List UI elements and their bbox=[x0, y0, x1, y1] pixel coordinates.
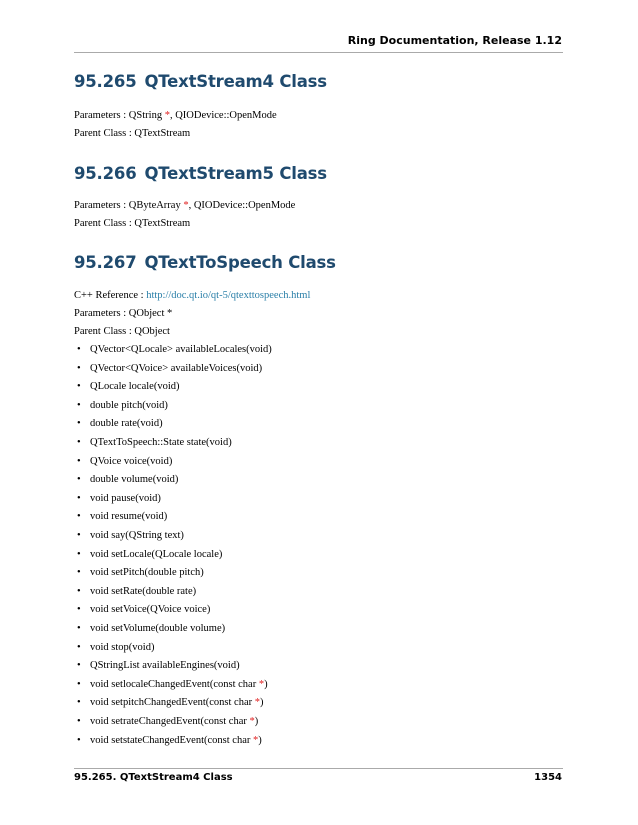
bullet-icon: • bbox=[77, 734, 81, 746]
reference-label: C++ Reference : bbox=[74, 290, 147, 301]
method-list-item bbox=[77, 437, 232, 448]
parameters-rest: , QIODevice::OpenMode bbox=[188, 200, 296, 211]
bullet-icon: • bbox=[77, 678, 81, 690]
method-list-item bbox=[77, 530, 184, 541]
bullet-icon: • bbox=[77, 474, 81, 486]
method-signature: void say(QString text) bbox=[90, 530, 184, 541]
bullet-icon: • bbox=[77, 344, 81, 355]
method-signature: void stop(void) bbox=[90, 641, 155, 653]
method-signature: QStringList availableEngines(void) bbox=[90, 660, 240, 672]
pointer-star: * bbox=[254, 697, 260, 709]
bullet-icon: • bbox=[77, 585, 81, 597]
method-list-item bbox=[77, 511, 168, 523]
method-list-item bbox=[77, 344, 272, 355]
method-list-item bbox=[77, 362, 263, 374]
section-title-text: QTextToSpeech Class bbox=[144, 253, 336, 272]
method-signature: void setRate(double rate) bbox=[90, 585, 197, 597]
bullet-icon: • bbox=[77, 418, 81, 430]
parameters-line bbox=[74, 110, 277, 121]
bullet-icon: • bbox=[77, 697, 81, 709]
method-list-item bbox=[77, 474, 179, 486]
parameters-line: Parameters : QObject * bbox=[74, 308, 173, 319]
method-signature: void setstateChangedEvent(const char bbox=[90, 734, 253, 746]
pointer-star: * bbox=[183, 200, 189, 211]
method-signature: QTextToSpeech::State state(void) bbox=[90, 437, 232, 448]
parameters-rest: , QIODevice::OpenMode bbox=[169, 110, 277, 121]
cpp-reference-line bbox=[74, 290, 310, 301]
pointer-star: * bbox=[164, 110, 170, 121]
method-signature-end: ) bbox=[254, 716, 259, 727]
method-signature: double rate(void) bbox=[90, 418, 163, 430]
method-signature: double volume(void) bbox=[90, 474, 179, 486]
method-list-item bbox=[77, 604, 211, 616]
section-number: 95.266 bbox=[74, 164, 137, 183]
bullet-icon: • bbox=[77, 437, 81, 448]
method-signature: void setlocaleChangedEvent(const char bbox=[90, 678, 259, 690]
parent-class-line: Parent Class : QObject bbox=[74, 326, 170, 337]
method-list-item bbox=[77, 381, 180, 393]
bullet-icon: • bbox=[77, 623, 81, 634]
method-list-item bbox=[77, 697, 264, 709]
bullet-icon: • bbox=[77, 660, 81, 672]
method-list-item bbox=[77, 492, 161, 504]
method-signature: void resume(void) bbox=[90, 511, 168, 523]
method-list-item bbox=[77, 660, 240, 672]
footer-rule bbox=[74, 768, 563, 769]
section-heading-qtextstream4 bbox=[74, 72, 327, 91]
method-list-item bbox=[77, 399, 168, 411]
method-list-item bbox=[77, 678, 268, 690]
bullet-icon: • bbox=[77, 604, 81, 616]
method-list-item bbox=[77, 716, 259, 727]
footer-section-ref: 95.265. QTextStream4 Class bbox=[74, 772, 233, 783]
bullet-icon: • bbox=[77, 641, 81, 653]
bullet-icon: • bbox=[77, 362, 81, 374]
parameters-label: Parameters : QString bbox=[74, 110, 165, 121]
method-signature: void setrateChangedEvent(const char bbox=[90, 716, 250, 727]
method-signature: double pitch(void) bbox=[90, 399, 168, 411]
reference-link[interactable]: http://doc.qt.io/qt-5/qtexttospeech.html bbox=[146, 290, 311, 301]
running-header-title: Ring Documentation, Release 1.12 bbox=[347, 34, 562, 47]
method-list-item bbox=[77, 418, 163, 430]
method-list-item bbox=[77, 734, 262, 746]
parent-class-line: Parent Class : QTextStream bbox=[74, 218, 191, 229]
method-signature: void setVolume(double volume) bbox=[90, 623, 226, 634]
bullet-icon: • bbox=[77, 381, 81, 393]
parent-class-line: Parent Class : QTextStream bbox=[74, 128, 191, 139]
method-signature: void setVoice(QVoice voice) bbox=[90, 604, 211, 616]
pointer-star: * bbox=[249, 716, 255, 727]
method-list-item bbox=[77, 567, 204, 579]
method-signature-end: ) bbox=[264, 678, 268, 690]
method-signature: QLocale locale(void) bbox=[90, 381, 180, 393]
bullet-icon: • bbox=[77, 530, 81, 541]
method-signature: void setpitchChangedEvent(const char bbox=[90, 697, 255, 709]
bullet-icon: • bbox=[77, 548, 81, 560]
bullet-icon: • bbox=[77, 492, 81, 504]
section-number: 95.265 bbox=[74, 72, 137, 91]
bullet-icon: • bbox=[77, 399, 81, 411]
method-list-item bbox=[77, 585, 197, 597]
bullet-icon: • bbox=[77, 716, 81, 727]
pointer-star: * bbox=[258, 678, 265, 690]
method-signature: QVector<QVoice> availableVoices(void) bbox=[90, 362, 263, 374]
section-title-text: QTextStream4 Class bbox=[144, 72, 327, 91]
parameters-line bbox=[74, 200, 295, 211]
header-rule bbox=[74, 52, 563, 53]
method-signature-end: ) bbox=[260, 697, 264, 709]
method-signature: void pause(void) bbox=[90, 492, 161, 504]
pointer-star: * bbox=[253, 734, 259, 746]
method-list-item bbox=[77, 455, 173, 467]
bullet-icon: • bbox=[77, 511, 81, 523]
method-signature: QVector<QLocale> availableLocales(void) bbox=[90, 344, 272, 355]
method-list-item bbox=[77, 641, 155, 653]
bullet-icon: • bbox=[77, 567, 81, 579]
method-signature: void setPitch(double pitch) bbox=[90, 567, 204, 579]
method-list-item bbox=[77, 623, 226, 634]
method-signature: QVoice voice(void) bbox=[90, 455, 173, 467]
section-heading-qtextstream5 bbox=[74, 164, 327, 183]
parameters-label: Parameters : QByteArray bbox=[74, 200, 184, 211]
bullet-icon: • bbox=[77, 455, 81, 467]
method-list-item bbox=[77, 548, 223, 560]
section-heading-qtexttospeech bbox=[74, 253, 336, 272]
footer-page-number: 1354 bbox=[534, 772, 562, 783]
section-title-text: QTextStream5 Class bbox=[144, 164, 327, 183]
method-signature: void setLocale(QLocale locale) bbox=[90, 548, 223, 560]
section-number: 95.267 bbox=[74, 253, 137, 272]
method-signature-end: ) bbox=[258, 734, 262, 746]
